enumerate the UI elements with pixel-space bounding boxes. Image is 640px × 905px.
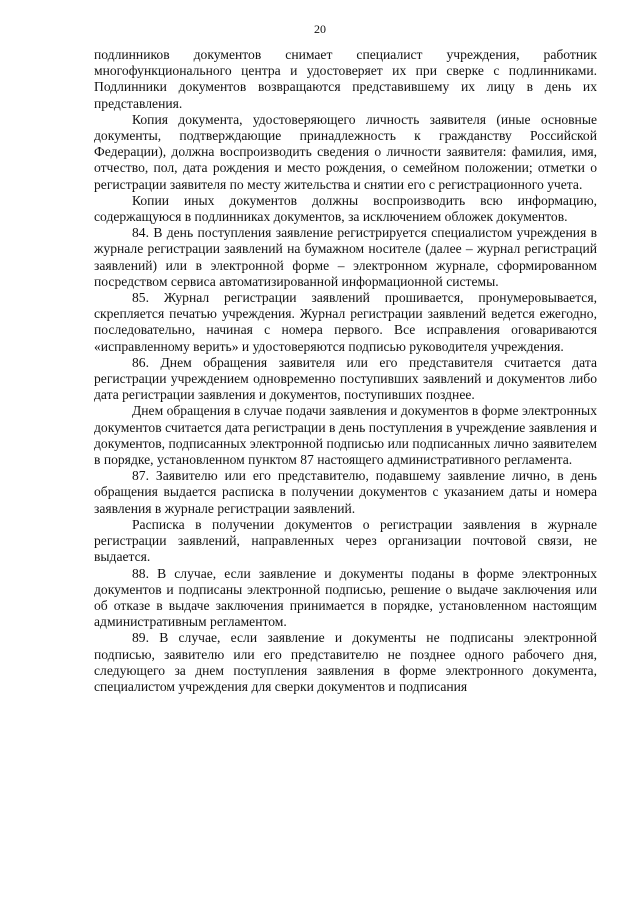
paragraph-continuation: подлинников документов снимает специалист учреждения, работник многофункционального центра и удостоверяет их при сверке с подлинниками. Подлинники документов возвращаются представившему их лицу в день их представления. (94, 47, 597, 111)
paragraph-86: 86. Днем обращения заявителя или его представителя считается дата регистрации учреждением одновременно поступивших заявлений и документов либо дата регистрации заявления и документов, поступивших позднее. (94, 354, 597, 403)
paragraph-postal-receipt: Расписка в получении документов о регистрации заявления в журнале регистрации заявлений, направленных через организации почтовой связи, не выдается. (94, 516, 597, 565)
document-body (94, 47, 597, 695)
paragraph-other-copies: Копии иных документов должны воспроизводить всю информацию, содержащуюся в подлинниках документов, за исключением обложек документов. (94, 192, 597, 225)
page-number: 20 (314, 22, 326, 36)
paragraph-84: 84. В день поступления заявление регистрируется специалистом учреждения в журнале регистрации заявлений на бумажном носителе (далее – журнал регистраций заявлений) или в электронной форме – электронном журнале, сформированном посредством сервиса автоматизированной информационной системы. (94, 225, 597, 289)
paragraph-88: 88. В случае, если заявление и документы поданы в форме электронных документов и подписаны электронной подписью, решение о выдаче заключения или об отказе в выдаче заключения принимается в порядке, установленном настоящим административным регламентом. (94, 565, 597, 630)
paragraph-electronic-date: Днем обращения в случае подачи заявления и документов в форме электронных документов считается дата регистрации в день поступления в учреждение заявления и документов, подписанных электронной подписью или подписанных лично заявителем в порядке, установленном пунктом 87 настоящего административного регламента. (94, 403, 597, 468)
paragraph-89: 89. В случае, если заявление и документы не подписаны электронной подписью, заявителю или его представителю не позднее одного рабочего дня, следующего за днем поступления заявления в форме электронного документа, специалистом учреждения для сверки документов и подписания (94, 630, 597, 694)
paragraph-87: 87. Заявителю или его представителю, подавшему заявление лично, в день обращения выдается расписка в получении документов с указанием даты и номера заявления в журнале регистрации заявлений. (94, 468, 597, 516)
paragraph-identity-copy: Копия документа, удостоверяющего личность заявителя (иные основные документы, подтверждающие принадлежность к гражданству Российской Федерации), должна воспроизводить сведения о личности заявителя: фамилия, имя, отчество, пол, дата рождения и место рождения, о семейном положении; отметки о регистрации заявителя по месту жительства и снятии его с регистрационного учета. (94, 111, 597, 192)
paragraph-85: 85. Журнал регистрации заявлений прошивается, пронумеровывается, скрепляется печатью учреждения. Журнал регистрации заявлений ведется ежегодно, последовательно, начиная с номера первого. Все исправления оговариваются «исправленному верить» и удостоверяются подписью руководителя учреждения. (94, 290, 597, 354)
